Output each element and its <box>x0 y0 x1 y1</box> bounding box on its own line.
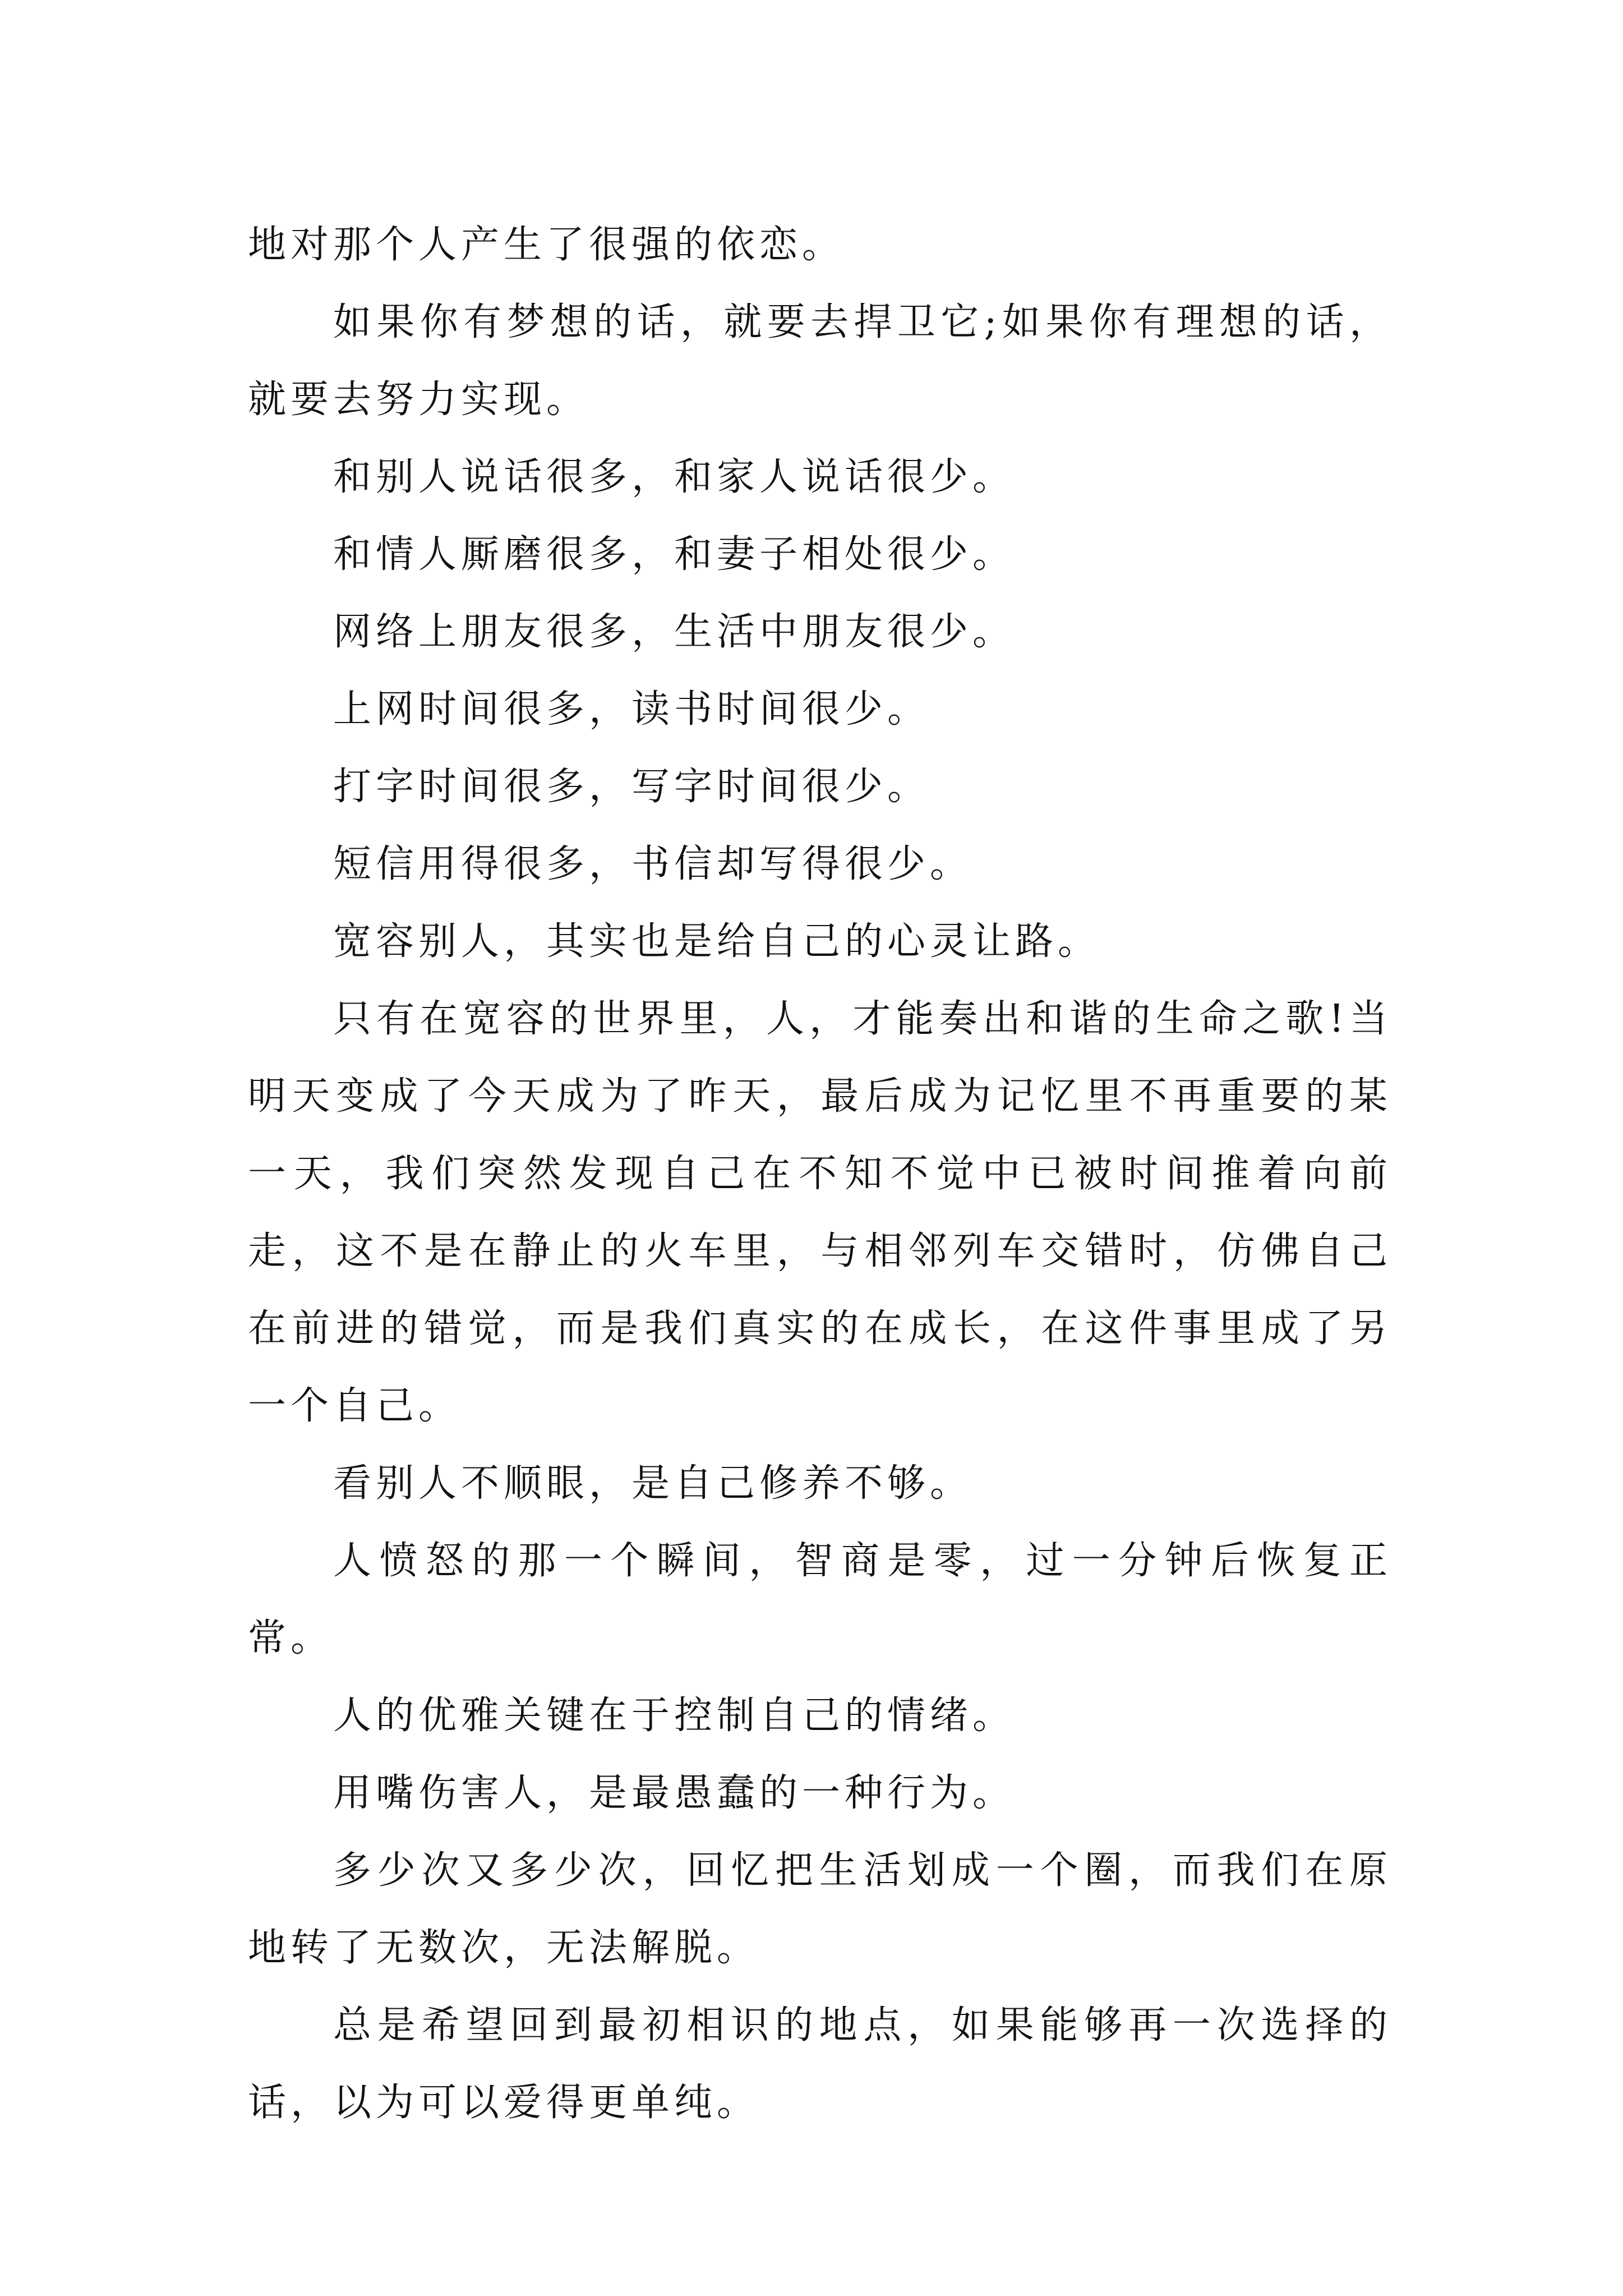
paragraph-14: 用嘴伤害人，是最愚蠢的一种行为。 <box>333 1771 1016 1815</box>
paragraph-1: 地对那个人产生了很强的依恋。 <box>248 223 845 267</box>
paragraph-8: 短信用得很多，书信却写得很少。 <box>333 842 973 886</box>
paragraph-16: 总是希望回到最初相识的地点，如果能够再一次选择的话，以为可以爱得更单纯。 <box>248 2003 1392 2125</box>
paragraph-13: 人的优雅关键在于控制自己的情绪。 <box>333 1694 1016 1738</box>
paragraph-9: 宽容别人，其实也是给自己的心灵让路。 <box>333 919 1101 964</box>
paragraph-15: 多少次又多少次，回忆把生活划成一个圈，而我们在原地转了无数次，无法解脱。 <box>248 1848 1392 1970</box>
paragraph-12: 人愤怒的那一个瞬间，智商是零，过一分钟后恢复正常。 <box>248 1539 1392 1660</box>
paragraph-4: 和情人厮磨很多，和妻子相处很少。 <box>333 532 1016 577</box>
document-body <box>248 206 1392 2142</box>
paragraph-2: 如果你有梦想的话，就要去捍卫它;如果你有理想的话，就要去努力实现。 <box>248 300 1392 422</box>
paragraph-6: 上网时间很多，读书时间很少。 <box>333 687 930 731</box>
paragraph-10: 只有在宽容的世界里，人，才能奏出和谐的生命之歌!当明天变成了今天成为了昨天，最后成为记忆里不再重要的某一天，我们突然发现自己在不知不觉中已被时间推着向前走，这不是在静止的火车里，与相邻列车交错时，仿佛自己在前进的错觉，而是我们真实的在成长，在这件事里成了另一个自己。 <box>248 997 1392 1428</box>
paragraph-5: 网络上朋友很多，生活中朋友很少。 <box>333 610 1016 654</box>
paragraph-3: 和别人说话很多，和家人说话很少。 <box>333 455 1016 499</box>
paragraph-11: 看别人不顺眼，是自己修养不够。 <box>333 1461 973 1506</box>
paragraph-7: 打字时间很多，写字时间很少。 <box>333 765 930 809</box>
